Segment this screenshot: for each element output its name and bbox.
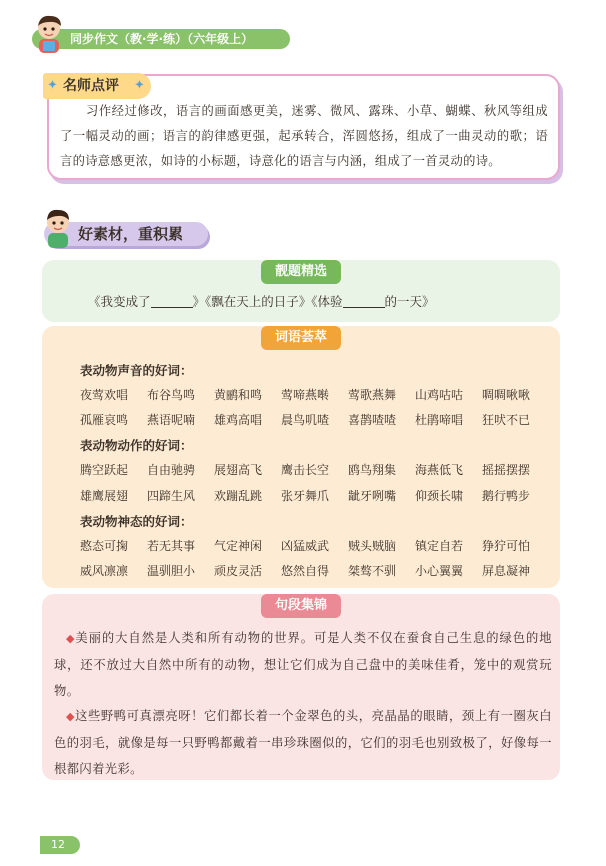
word: 欢蹦乱跳 xyxy=(214,489,263,503)
words-panel-label: 词语荟萃 xyxy=(261,326,341,350)
passages-panel-label: 句段集锦 xyxy=(261,594,341,618)
titles-panel-label: 靓题精选 xyxy=(261,260,341,284)
word: 凶猛威武 xyxy=(281,539,330,553)
page-number: 12 xyxy=(51,838,65,851)
word-row xyxy=(80,461,550,479)
diamond-bullet-icon: ◆ xyxy=(66,710,76,723)
word: 顽皮灵活 xyxy=(214,564,263,578)
word: 莺啼燕啭 xyxy=(281,388,330,402)
passage-paragraph xyxy=(54,625,552,704)
word: 张牙舞爪 xyxy=(281,489,330,503)
word: 鹅行鸭步 xyxy=(482,489,531,503)
word: 莺歌燕舞 xyxy=(348,388,397,402)
sparkle-icon: ✦ xyxy=(134,78,145,93)
word: 腾空跃起 xyxy=(80,463,129,477)
word: 展翅高飞 xyxy=(214,463,263,477)
boy-mascot-icon xyxy=(40,207,76,249)
title-suggestions xyxy=(88,292,435,312)
word: 黄鹂和鸣 xyxy=(214,388,263,402)
word: 仰颈长啸 xyxy=(415,489,464,503)
word: 气定神闲 xyxy=(214,539,263,553)
diamond-bullet-icon: ◆ xyxy=(66,632,76,645)
word-row xyxy=(80,487,550,505)
word: 悠然自得 xyxy=(281,564,330,578)
review-tag-label: 名师点评 xyxy=(63,78,119,94)
review-text: 习作经过修改，语言的画面感更美，迷雾、微风、露珠、小草、蝴蝶、秋风等组成了一幅灵动的画；语言的韵律感更强，起承转合，浑圆悠扬，组成了一曲灵动的歌；语言的诗意感更浓，如诗的小标题，诗意化的语言与内涵，组成了一首灵动的诗。 xyxy=(60,104,548,168)
word-row xyxy=(80,562,550,580)
word-group-heading: 表动物动作的好词： xyxy=(80,438,193,453)
word: 雄鹰展翅 xyxy=(80,489,129,503)
word-group-heading: 表动物声音的好词： xyxy=(80,363,193,378)
word: 自由驰骋 xyxy=(147,463,196,477)
fill-blank xyxy=(151,294,193,308)
word: 镇定自若 xyxy=(415,539,464,553)
word: 燕语呢喃 xyxy=(147,413,196,427)
book-title: 同步作文（教·学·练）（六年级上） xyxy=(70,32,254,46)
word: 龇牙咧嘴 xyxy=(348,489,397,503)
word: 温驯胆小 xyxy=(147,564,196,578)
word: 鹰击长空 xyxy=(281,463,330,477)
passage-text: 美丽的大自然是人类和所有动物的世界。可是人类不仅在蚕食自己生息的绿色的地球，还不放过大自然中所有的动物，想让它们成为自己盘中的美味佳肴，笼中的观赏玩物。 xyxy=(54,631,552,698)
sparkle-icon: ✦ xyxy=(47,78,58,93)
word: 山鸡咕咕 xyxy=(415,388,464,402)
word: 憨态可掬 xyxy=(80,539,129,553)
word: 若无其事 xyxy=(147,539,196,553)
word: 狰狞可怕 xyxy=(482,539,531,553)
word: 威风凛凛 xyxy=(80,564,129,578)
word: 狂吠不已 xyxy=(482,413,531,427)
word: 桀骜不驯 xyxy=(348,564,397,578)
word: 贼头贼脑 xyxy=(348,539,397,553)
word: 杜鹃啼唱 xyxy=(415,413,464,427)
word: 夜莺欢唱 xyxy=(80,388,129,402)
word: 小心翼翼 xyxy=(415,564,464,578)
word: 喜鹊喳喳 xyxy=(348,413,397,427)
word: 孤雁哀鸣 xyxy=(80,413,129,427)
word: 啁啁啾啾 xyxy=(482,388,531,402)
word: 四蹄生风 xyxy=(147,489,196,503)
title-part: 的一天》 xyxy=(384,294,435,309)
word-row xyxy=(80,537,550,555)
word: 屏息凝神 xyxy=(482,564,531,578)
passage-paragraph xyxy=(54,703,552,782)
title-part: 《我变成了 xyxy=(88,294,151,309)
student-mascot-icon xyxy=(31,14,67,54)
word: 雄鸡高唱 xyxy=(214,413,263,427)
word: 布谷鸟鸣 xyxy=(147,388,196,402)
title-part: 》《飘在天上的日子》《体验 xyxy=(192,294,343,309)
word: 鸥鸟翔集 xyxy=(348,463,397,477)
word: 晨鸟叽喳 xyxy=(281,413,330,427)
word-row xyxy=(80,386,550,404)
passage-text: 这些野鸭可真漂亮呀！它们都长着一个金翠色的头，亮晶晶的眼睛，颈上有一圈灰白色的羽毛，就像是每一只野鸭都戴着一串珍珠圈似的，它们的羽毛也别致极了，好像每一根都闪着光彩。 xyxy=(54,709,552,776)
word: 摇摇摆摆 xyxy=(482,463,531,477)
section-title: 好素材，重积累 xyxy=(78,225,184,243)
fill-blank xyxy=(343,294,385,308)
word: 海燕低飞 xyxy=(415,463,464,477)
word-group-heading: 表动物神态的好词： xyxy=(80,514,193,529)
word-row xyxy=(80,411,550,429)
